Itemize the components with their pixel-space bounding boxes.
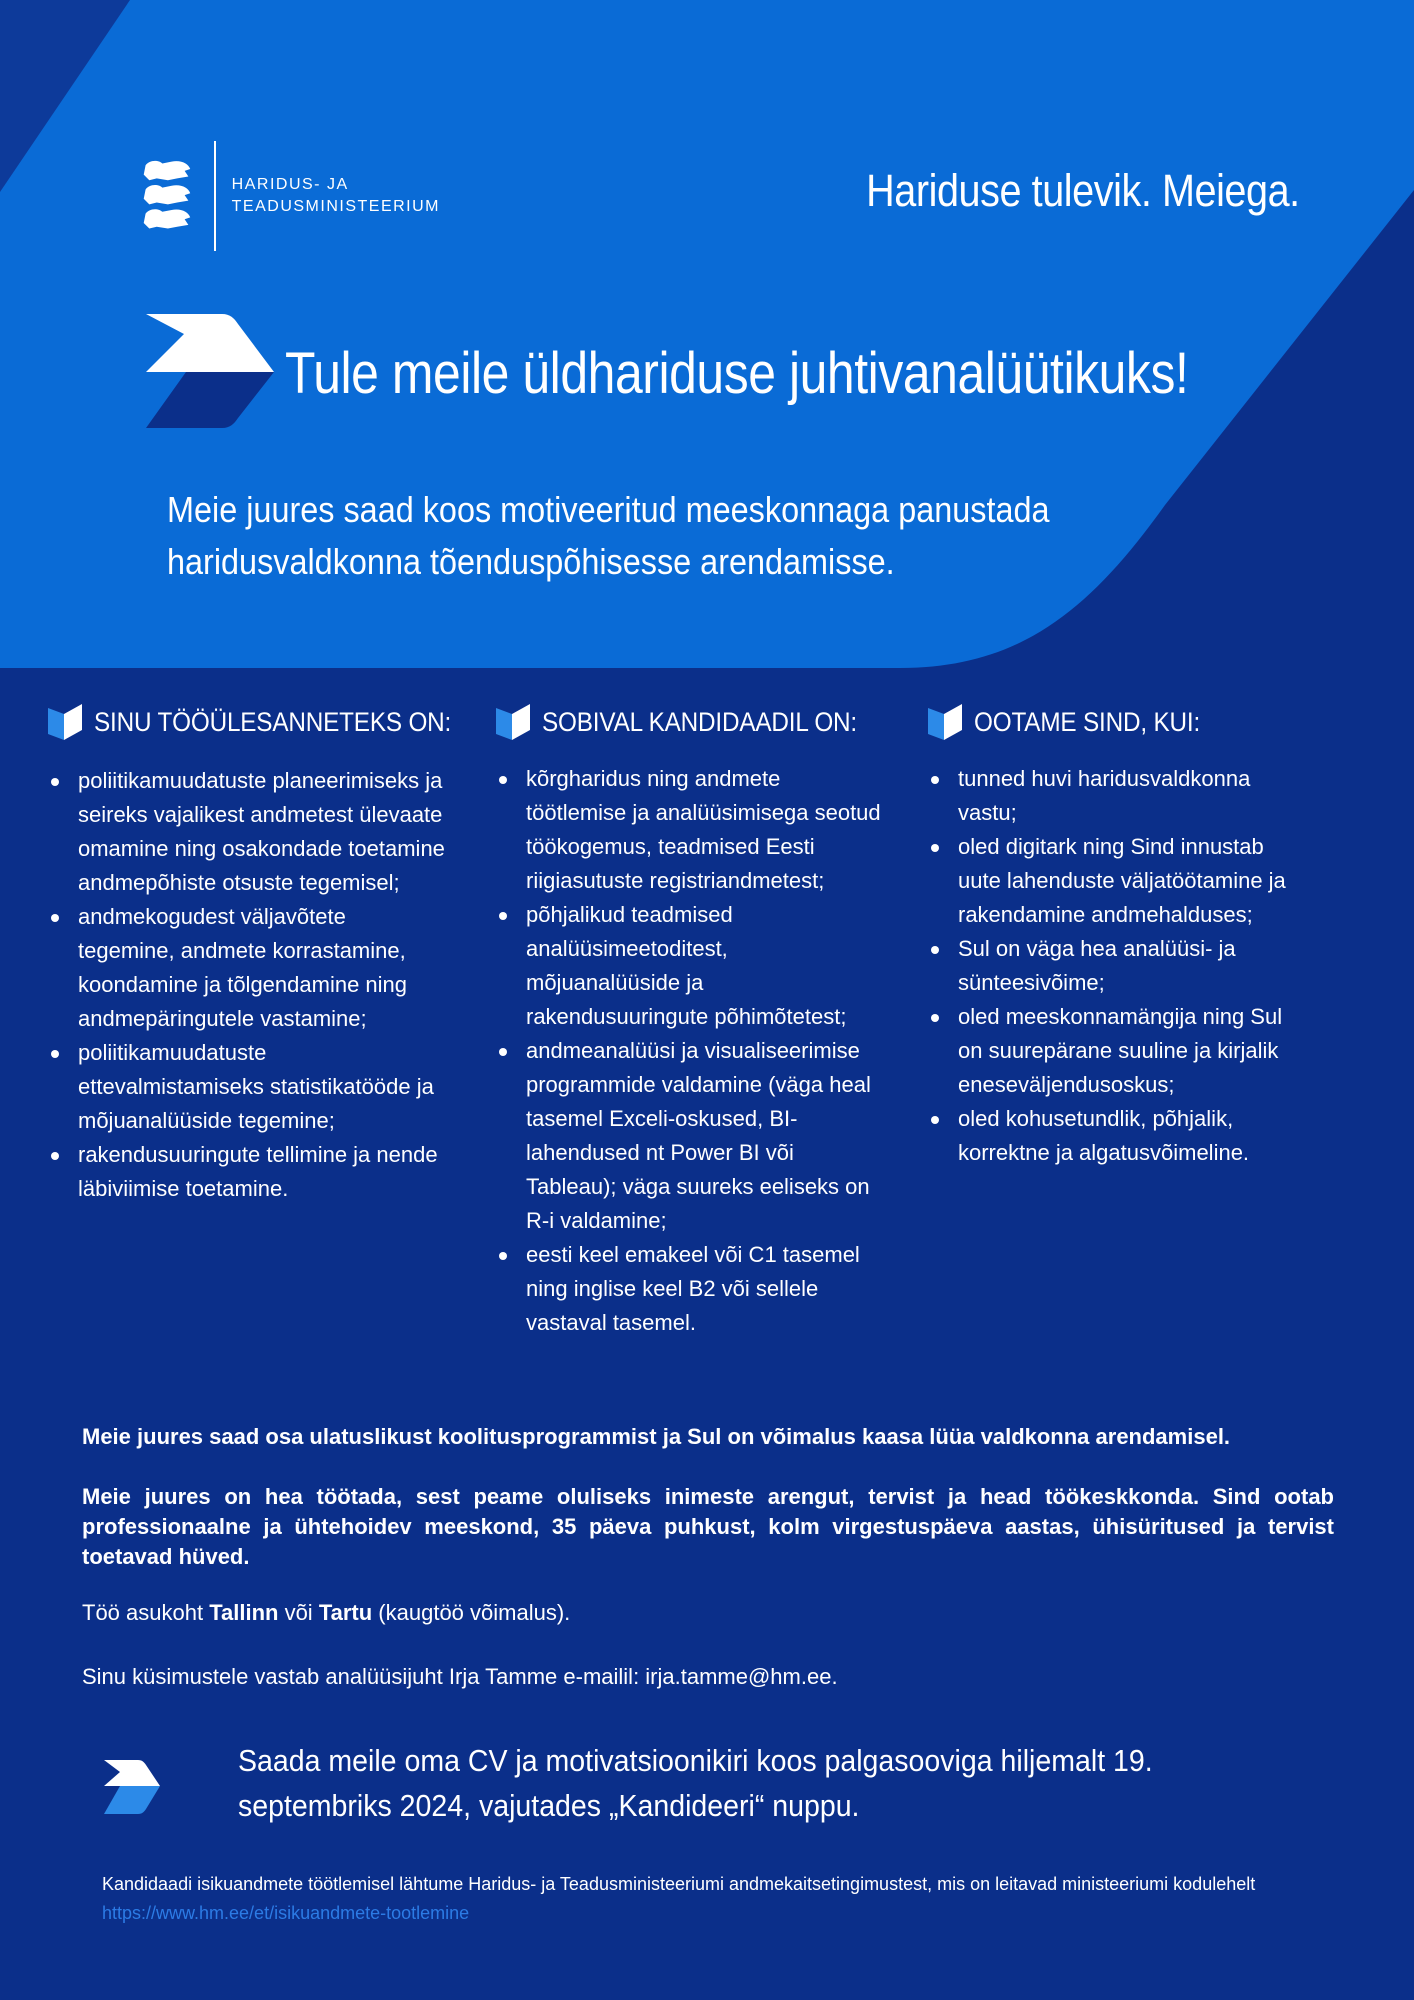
call-to-action [238,1738,1158,1828]
column-header [494,700,886,744]
privacy-notice [102,1870,1332,1928]
column-title: SOBIVAL KANDIDAADIL ON: [542,706,857,737]
cta-line-2: septembriks 2024, vajutades „Kandideeri“ nuppu. [238,1788,860,1823]
list-item: rakendusuuringute tellimine ja nende läbiviimise toetamine. [78,1138,446,1206]
training-paragraph: Meie juures saad osa ulatuslikust koolitusprogrammist ja Sul on võimalus kaasa lüüa valdkonna arendamisel. [82,1424,1231,1449]
expectation-list [926,762,1312,1170]
list-item: andmeanalüüsi ja visualiseerimise programmide valdamine (väga heal tasemel Exceli-oskused, BI-lahendused nt Power BI või Tableau); väga suureks eeliseks on R-i valdamine; [526,1034,886,1238]
privacy-link[interactable]: https://www.hm.ee/et/isikuandmete-tootlemine [102,1903,470,1923]
location-city-tartu: Tartu [318,1600,373,1625]
column-title: SINU TÖÖÜLESANNETEKS ON: [94,706,452,737]
book-icon [494,702,532,742]
hero-subtitle [167,484,1067,588]
location-suffix: (kaugtöö võimalus). [372,1600,571,1625]
location-city-tallinn: Tallinn [209,1600,279,1625]
list-item: tunned huvi haridusvaldkonna vastu; [958,762,1312,830]
logo-wordmark [232,174,440,218]
column-header [926,700,1312,744]
benefits-paragraph: Meie juures on hea töötada, sest peame oluliseks inimeste arengut, tervist ja head töökeskkonda. Sind ootab professionaalne ja ühtehoidev meeskond, 35 päeva puhkust, kolm virgestuspäeva aastas, ühisüritused ja tervist toetavad hüved. [82,1484,1334,1569]
list-item: poliitikamuudatuste planeerimiseks ja seireks vajalikest andmetest ülevaate omamine ning osakondade toetamine andmepõhiste otsuste tegemisel; [78,764,446,900]
chevron-arrow-icon [104,1760,160,1814]
location-or: või [278,1600,319,1625]
column-title: OOTAME SIND, KUI: [974,706,1201,737]
ministry-logo[interactable] [140,140,440,252]
logo-line-1: HARIDUS- JA [231,176,349,193]
list-item: andmekogudest väljavõtete tegemine, andmete korrastamine, koondamine ja tõlgendamine ning andmepäringutele vastamine; [78,900,446,1036]
three-lions-coat-of-arms-icon [140,155,196,237]
column-requirements [494,700,886,1340]
chevron-arrow-icon [144,312,276,430]
requirement-list [494,762,886,1340]
subtitle-line-1: Meie juures saad koos motiveeritud meeskonnaga panustada [167,489,1050,530]
subtitle-line-2: haridusvaldkonna tõenduspõhisesse arendamisse. [167,541,895,582]
list-item: Sul on väga hea analüüsi- ja sünteesivõime; [958,932,1312,1000]
logo-line-2: TEADUSMINISTEERIUM [231,198,440,215]
cta-line-1: Saada meile oma CV ja motivatsioonikiri koos palgasooviga hiljemalt 19. [238,1743,1153,1778]
privacy-text: Kandidaadi isikuandmete töötlemisel lähtume Haridus- ja Teadusministeeriumi andmekaitsetingimustest, mis on leitavad ministeeriumi kodulehelt [102,1874,1256,1894]
list-item: kõrgharidus ning andmete töötlemise ja analüüsimisega seotud töökogemus, teadmised Eesti riigiasutuste registriandmetest; [526,762,886,898]
list-item: põhjalikud teadmised analüüsimeetoditest, mõjuanalüüside ja rakendusuuringute põhimõtetest; [526,898,886,1034]
task-list [46,764,446,1206]
location-prefix: Töö asukoht [82,1600,210,1625]
location-paragraph [82,1598,1334,1628]
column-header [46,700,452,744]
contact-paragraph[interactable]: Sinu küsimustele vastab analüüsijuht Irja Tamme e-mailil: irja.tamme@hm.ee. [82,1664,838,1689]
book-icon [46,702,84,742]
column-expectations [926,700,1312,1170]
list-item: oled kohusetundlik, põhjalik, korrektne ja algatusvõimeline. [958,1102,1312,1170]
slogan: Hariduse tulevik. Meiega. [866,165,1300,216]
book-icon [926,702,964,742]
list-item: oled digitark ning Sind innustab uute lahenduste väljatöötamine ja rakendamine andmehalduses; [958,830,1312,932]
page-title: Tule meile üldhariduse juhtivanalüütikuks! [285,341,1189,406]
list-item: oled meeskonnamängija ning Sul on suurepärane suuline ja kirjalik eneseväljendusoskus; [958,1000,1312,1102]
column-tasks [46,700,452,1206]
logo-divider [214,141,216,251]
list-item: eesti keel emakeel või C1 tasemel ning inglise keel B2 või sellele vastaval tasemel. [526,1238,886,1340]
list-item: poliitikamuudatuste ettevalmistamiseks statistikatööde ja mõjuanalüüside tegemine; [78,1036,446,1138]
